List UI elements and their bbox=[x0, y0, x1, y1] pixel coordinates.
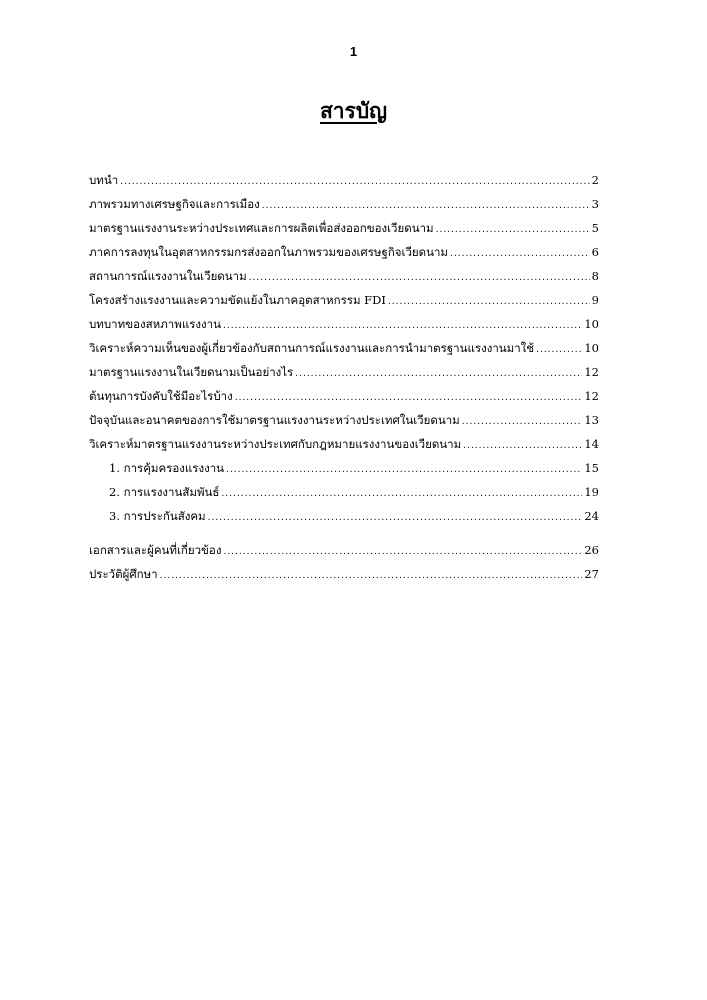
toc-leader-dots bbox=[223, 314, 582, 338]
toc-entry-label: ปัจจุบันและอนาคตของการใช้มาตรฐานแรงงานระหว่างประเทศในเวียดนาม bbox=[89, 413, 460, 427]
toc-entry-page: 10 bbox=[584, 341, 599, 355]
toc-leader-dots bbox=[226, 458, 582, 482]
toc-entry-label: เอกสารและผู้คนที่เกี่ยวข้อง bbox=[89, 543, 222, 557]
toc-entry-label: วิเคราะห์มาตรฐานแรงงานระหว่างประเทศกับกฎหมายแรงงานของเวียดนาม bbox=[89, 437, 462, 451]
toc-entry-page: 5 bbox=[591, 221, 599, 235]
toc-entry-label: 3. การประกันสังคม bbox=[109, 509, 206, 523]
page-number: 1 bbox=[349, 44, 358, 59]
toc-leader-dots bbox=[235, 386, 583, 410]
toc-entry-label: บทบาทของสหภาพแรงงาน bbox=[89, 317, 221, 331]
toc-subentry bbox=[89, 456, 599, 480]
toc-entry bbox=[89, 538, 599, 562]
toc-entry-page: 24 bbox=[584, 509, 599, 523]
toc-entry-page: 3 bbox=[591, 197, 599, 211]
toc-subentry bbox=[89, 480, 599, 504]
toc-entry-label: มาตรฐานแรงงานในเวียดนามเป็นอย่างไร bbox=[89, 365, 294, 379]
toc-leader-dots bbox=[450, 242, 590, 266]
toc-entry bbox=[89, 216, 599, 240]
toc-entry-page: 26 bbox=[584, 543, 599, 557]
toc-entry-label: 1. การคุ้มครองแรงงาน bbox=[109, 461, 225, 475]
toc-leader-dots bbox=[221, 482, 582, 506]
toc-leader-dots bbox=[295, 362, 582, 386]
toc-entry-label: ภาพรวมทางเศรษฐกิจและการเมือง bbox=[89, 197, 260, 211]
toc-leader-dots bbox=[249, 266, 590, 290]
toc-leader-dots bbox=[536, 338, 582, 362]
toc-entry bbox=[89, 264, 599, 288]
toc-entry-label: วิเคราะห์ความเห็นของผู้เกี่ยวข้องกับสถานการณ์แรงงานและการนำมาตรฐานแรงงานมาใช้ bbox=[89, 341, 535, 355]
toc-subentry bbox=[89, 504, 599, 528]
toc-entry bbox=[89, 408, 599, 432]
toc-leader-dots bbox=[388, 290, 590, 314]
toc-entry-label: ต้นทุนการบังคับใช้มีอะไรบ้าง bbox=[89, 389, 233, 403]
toc-entry-page: 6 bbox=[591, 245, 599, 259]
toc-entry-page: 15 bbox=[584, 461, 599, 475]
toc-entry-label: มาตรฐานแรงงานระหว่างประเทศและการผลิตเพื่อส่งออกของเวียดนาม bbox=[89, 221, 434, 235]
toc-entry bbox=[89, 240, 599, 264]
toc-entry-page: 27 bbox=[584, 567, 599, 581]
toc-entry-label: 2. การแรงงานสัมพันธ์ bbox=[109, 485, 220, 499]
toc-entry-page: 12 bbox=[584, 389, 599, 403]
toc-entry bbox=[89, 312, 599, 336]
toc-leader-dots bbox=[223, 540, 582, 564]
toc-entry-label: บทนำ bbox=[89, 173, 119, 187]
table-of-contents bbox=[89, 168, 599, 586]
toc-entry-label: ประวัติผู้ศึกษา bbox=[89, 567, 158, 581]
toc-leader-dots bbox=[120, 170, 589, 194]
toc-entry-page: 2 bbox=[591, 173, 599, 187]
toc-entry bbox=[89, 336, 599, 360]
toc-leader-dots bbox=[463, 434, 582, 458]
toc-leader-dots bbox=[208, 506, 583, 530]
toc-entry-label: สถานการณ์แรงงานในเวียดนาม bbox=[89, 269, 247, 283]
toc-leader-dots bbox=[262, 194, 590, 218]
toc-entry-label: ภาคการลงทุนในอุตสาหกรรมกรส่งออกในภาพรวมของเศรษฐกิจเวียดนาม bbox=[89, 245, 449, 259]
toc-entry-page: 13 bbox=[584, 413, 599, 427]
toc-entry-page: 10 bbox=[584, 317, 599, 331]
toc-entry-label: โครงสร้างแรงงานและความขัดแย้งในภาคอุตสาหกรรม FDI bbox=[89, 293, 386, 307]
toc-entry-page: 14 bbox=[584, 437, 599, 451]
toc-entry bbox=[89, 562, 599, 586]
toc-entry bbox=[89, 192, 599, 216]
toc-entry bbox=[89, 432, 599, 456]
toc-entry-page: 8 bbox=[591, 269, 599, 283]
toc-leader-dots bbox=[436, 218, 590, 242]
toc-entry bbox=[89, 288, 599, 312]
toc-entry bbox=[89, 168, 599, 192]
toc-leader-dots bbox=[160, 564, 583, 588]
toc-entry-page: 12 bbox=[584, 365, 599, 379]
toc-leader-dots bbox=[462, 410, 583, 434]
toc-entry-page: 19 bbox=[584, 485, 599, 499]
toc-entry-page: 9 bbox=[591, 293, 599, 307]
document-title: สารบัญ bbox=[319, 98, 388, 123]
toc-entry bbox=[89, 384, 599, 408]
toc-entry bbox=[89, 360, 599, 384]
